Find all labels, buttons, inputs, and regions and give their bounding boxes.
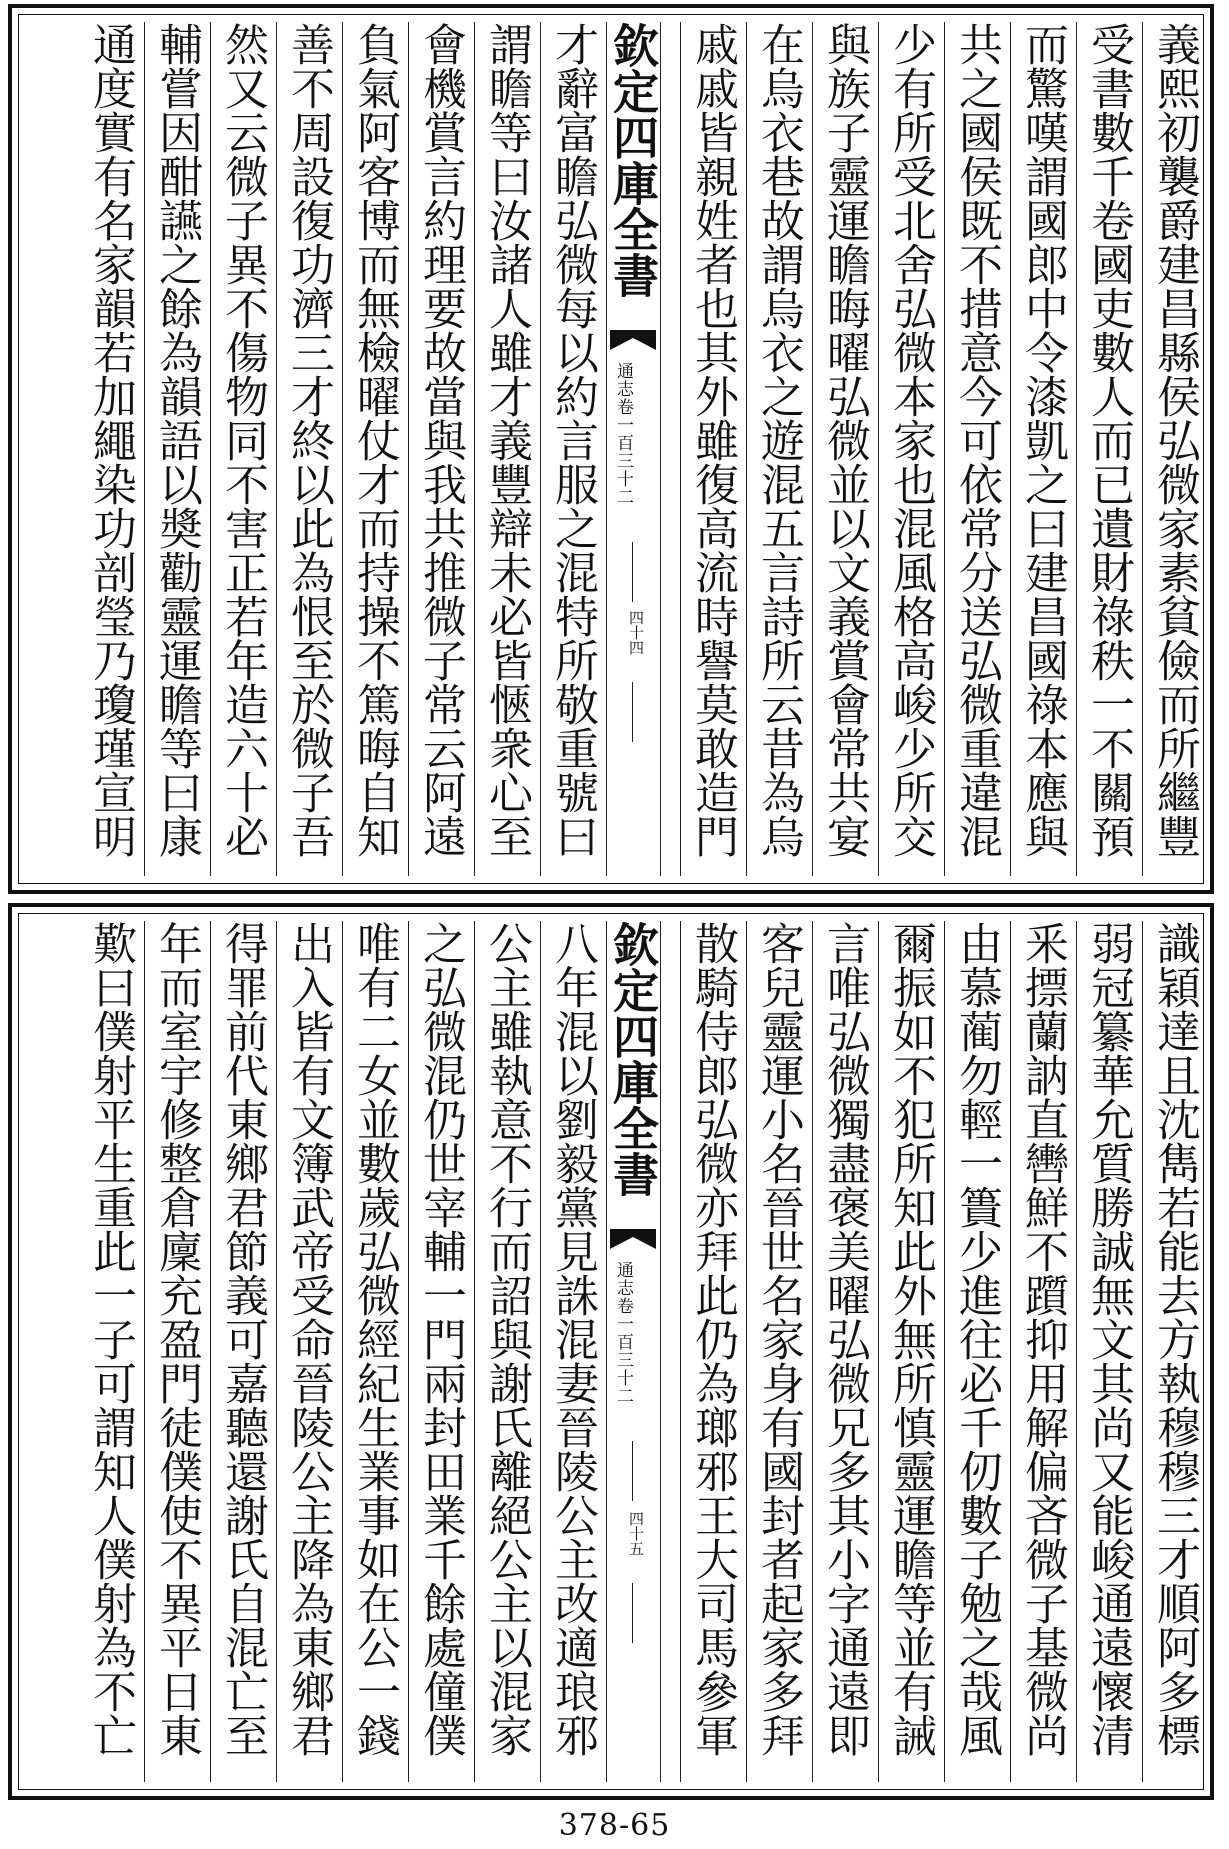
center-rule [632,542,633,602]
text-column: 言唯弘微獨盡褒美曜弘微兄多其小字通遠即 [819,921,870,1757]
fishtail-ornament [610,1229,656,1251]
text-column: 客兒靈運小名晉世名家身有國封者起家多拜 [753,921,804,1757]
text-column: 善不周設復功濟三才終以此為恨至於微子吾 [283,22,334,858]
text-column: 與族子靈運瞻晦曜弘微並以文義賞會常共宴 [819,22,870,858]
volume-label: 通志卷一百三十二 [613,362,633,506]
text-column: 負氣阿客博而無檢曜仗才而持操不篤晦自知 [349,22,400,858]
page-number: 378-65 [558,1808,671,1843]
text-column: 受書數千卷國吏數人而已遺財祿秩一不關預 [1083,22,1134,858]
top-page-frame [8,4,1214,894]
text-column: 釆摽蘭訥直轡鮮不躓抑用解偏吝微子基微尚 [1017,921,1068,1757]
text-column: 得罪前代東鄉君節義可嘉聽還謝氏自混亡至 [217,921,268,1757]
text-column: 少有所受北舍弘微本家也混風格高峻少所交 [885,22,936,858]
center-rule [632,1583,633,1643]
folio-number: 四十四 [627,610,645,655]
text-column: 通度實有名家韻若加繩染功剖瑩乃瓊瑾宣明 [85,22,136,858]
text-column: 輔嘗因酣讌之餘為韻語以奬勸靈運瞻等曰康 [151,22,202,858]
book-title: 欽定四庫全書 [606,22,660,298]
text-column: 識穎達且沈雋若能去方執穆穆三才順阿多標 [1149,921,1200,1757]
text-column: 由慕蔺勿輕一簣少進往必千仞數子勉之哉風 [951,921,1002,1757]
fishtail-ornament [610,330,656,352]
text-column: 會機賞言約理要故當與我共推微子常云阿遠 [415,22,466,858]
bottom-page-frame [8,903,1214,1800]
folio-number: 四十五 [627,1511,645,1556]
text-column: 八年混以劉毅黨見誅混妻晉陵公主改適琅邪 [547,921,598,1757]
text-column: 戚戚皆親姓者也其外雖復高流時譽莫敢造門 [687,22,738,858]
text-column: 弱冠纂華允質勝誠無文其尚又能峻通遠懷清 [1083,921,1134,1757]
book-title: 欽定四庫全書 [606,921,660,1197]
text-column: 爾振如不犯所知此外無所慎靈運瞻等並有誡 [885,921,936,1757]
center-rule [632,1441,633,1501]
volume-label: 通志卷一百三十二 [613,1261,633,1405]
text-column: 謂瞻等曰汝諸人雖才義豐辯未必皆愜衆心至 [481,22,532,858]
center-column [608,921,658,1782]
text-column: 歎曰僕射平生重此一子可謂知人僕射為不亡 [85,921,136,1757]
text-column: 然又云微子異不傷物同不害正若年造六十必 [217,22,268,858]
text-column: 年而室宇修整倉廩充盈門徒僕使不異平日東 [151,921,202,1757]
text-column: 散騎侍郎弘微亦拜此仍為瑯邪王大司馬參軍 [687,921,738,1757]
text-column: 義熙初襲爵建昌縣侯弘微家素貧儉而所繼豐 [1149,22,1200,858]
text-column: 公主雖執意不行而詔與謝氏離絕公主以混家 [481,921,532,1757]
text-column: 之弘微混仍世宰輔一門兩封田業千餘處僮僕 [415,921,466,1757]
text-column: 而驚嘆謂國郎中令漆凱之曰建昌國祿本應與 [1017,22,1068,858]
text-column: 共之國侯既不措意今可依常分送弘微重違混 [951,22,1002,858]
center-column [608,22,658,876]
text-column: 在烏衣巷故謂烏衣之遊混五言詩所云昔為烏 [753,22,804,858]
text-column: 才辭富瞻弘微每以約言服之混特所敬重號曰 [547,22,598,858]
center-rule [632,682,633,742]
text-column: 唯有二女並數歲弘微經紀生業事如在公一錢 [349,921,400,1757]
text-column: 出入皆有文簿武帝受命晉陵公主降為東鄉君 [283,921,334,1757]
